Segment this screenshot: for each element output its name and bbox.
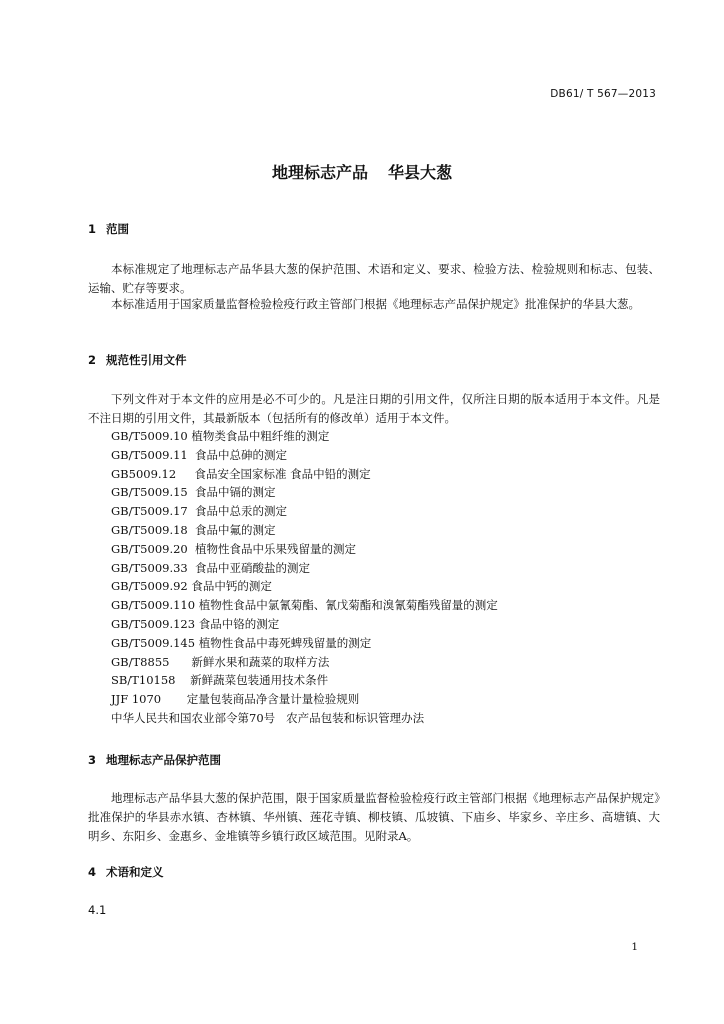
reference-item: GB/T5009.110 植物性食品中氯氰菊酯、氰戊菊酯和溴氰菊酯残留量的测定 <box>111 598 498 613</box>
title-part-2: 华县大葱 <box>388 163 453 182</box>
section-1-paragraph-1: 本标准规定了地理标志产品华县大葱的保护范围、术语和定义、要求、检验方法、检验规则和标志、包装、运输、贮存等要求。 <box>88 262 660 295</box>
subsection-number: 4.1 <box>88 903 107 917</box>
reference-item: GB/T5009.18 食品中氟的测定 <box>111 522 276 537</box>
reference-item: GB5009.12 食品安全国家标准 食品中铅的测定 <box>111 466 371 481</box>
section-3-heading <box>88 752 221 768</box>
document-code: DB61/ T 567—2013 <box>550 88 656 100</box>
title-part-1: 地理标志产品 <box>271 163 368 182</box>
section-1-paragraph-2: 本标准适用于国家质量监督检验检疫行政主管部门根据《地理标志产品保护规定》批准保护的华县大葱。 <box>111 297 640 311</box>
subsection-4-1-heading <box>88 903 106 917</box>
reference-item: GB/T5009.11 食品中总砷的测定 <box>111 447 288 462</box>
section-2-paragraph-1: 下列文件对于本文件的应用是必不可少的。凡是注日期的引用文件，仅所注日期的版本适用于本文件。凡是不注日期的引用文件，其最新版本（包括所有的修改单）适用于本文件。 <box>88 392 660 425</box>
reference-item: GB/T5009.20 植物性食品中乐果残留量的测定 <box>111 541 357 556</box>
document-title <box>0 160 724 183</box>
reference-item: GB/T5009.15 食品中镉的测定 <box>111 485 276 500</box>
section-number: 2 <box>88 353 97 367</box>
page-number: 1 <box>631 941 638 953</box>
reference-item: GB/T5009.145 植物性食品中毒死蜱残留量的测定 <box>111 635 372 650</box>
section-title: 术语和定义 <box>106 865 164 879</box>
section-number: 3 <box>88 753 97 767</box>
section-2-heading <box>88 352 187 368</box>
section-number: 4 <box>88 865 97 879</box>
section-number: 1 <box>88 222 97 236</box>
reference-item: GB/T5009.92 食品中钙的测定 <box>111 579 272 594</box>
section-4-heading <box>88 864 164 880</box>
reference-item: GB/T5009.10 植物类食品中粗纤维的测定 <box>111 429 330 443</box>
reference-item: GB/T8855 新鲜水果和蔬菜的取样方法 <box>111 654 330 669</box>
reference-item: GB/T5009.17 食品中总汞的测定 <box>111 504 288 519</box>
section-title: 规范性引用文件 <box>106 353 187 367</box>
section-1-heading <box>88 221 129 237</box>
reference-item: GB/T5009.33 食品中亚硝酸盐的测定 <box>111 560 311 575</box>
reference-item: 中华人民共和国农业部令第70号 农产品包装和标识管理办法 <box>111 710 425 725</box>
section-3-paragraph-1: 地理标志产品华县大葱的保护范围，限于国家质量监督检验检疫行政主管部门根据《地理标志产品保护规定》批准保护的华县赤水镇、杏林镇、华州镇、莲花寺镇、柳枝镇、瓜坡镇、下庙乡、毕家乡、辛庄乡、高塘镇、大明乡、东阳乡、金惠乡、金堆镇等乡镇行政区域范围。见附录A。 <box>88 791 660 843</box>
reference-item: SB/T10158 新鲜蔬菜包装通用技术条件 <box>111 673 329 688</box>
section-title: 范围 <box>106 222 129 236</box>
reference-item: JJF 1070 定量包装商品净含量计量检验规则 <box>111 692 360 707</box>
reference-list <box>111 427 498 728</box>
reference-item: GB/T5009.123 食品中铬的测定 <box>111 616 280 631</box>
section-title: 地理标志产品保护范围 <box>106 753 221 767</box>
